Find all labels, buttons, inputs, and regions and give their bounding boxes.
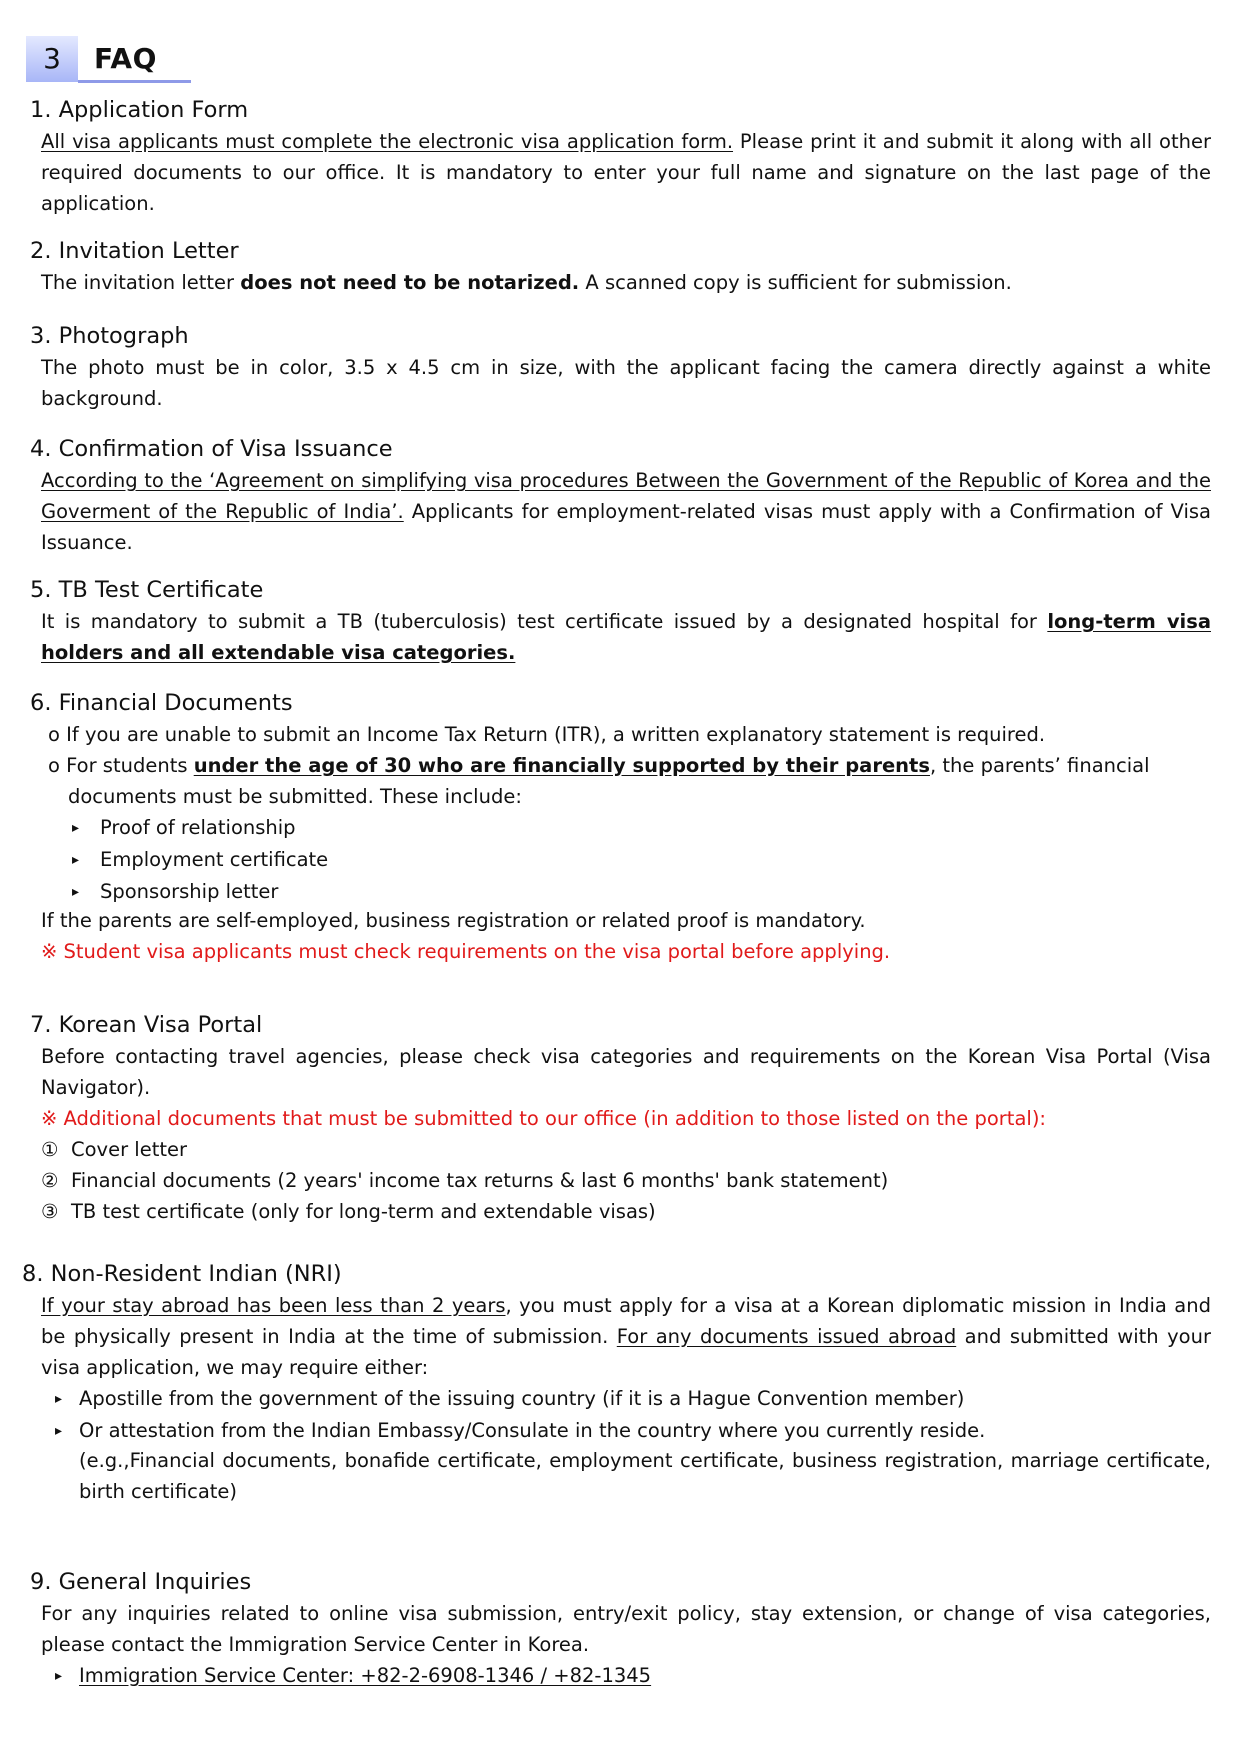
- body-text: o For students: [48, 754, 194, 777]
- faq-heading: 6. Financial Documents: [30, 690, 293, 716]
- list-item: ② Financial documents (2 years' income tax returns & last 6 months' bank statement): [41, 1165, 1211, 1196]
- triangle-bullet-icon: ▸: [55, 1423, 63, 1439]
- list-item: ③ TB test certificate (only for long-term and extendable visas): [41, 1196, 1211, 1227]
- faq-heading: 8. Non-Resident Indian (NRI): [22, 1261, 342, 1287]
- section-title: FAQ: [94, 42, 157, 75]
- body-text: , you must apply for a visa at a Korean diplomatic mission in India and be physically present in India at the time of submission.: [41, 1294, 1211, 1348]
- faq-heading: 1. Application Form: [30, 97, 249, 123]
- faq-answer: The photo must be in color, 3.5 x 4.5 cm in size, with the applicant facing the camera directly against a white background.: [41, 356, 1211, 410]
- circled-number: ②: [41, 1169, 59, 1192]
- faq-answer: [41, 465, 1211, 558]
- example-note: (e.g.,Financial documents, bonafide certificate, employment certificate, business registration, marriage certificate, birth certificate): [79, 1449, 1211, 1503]
- header-underline: [78, 80, 191, 83]
- faq-answer: For any inquiries related to online visa submission, entry/exit policy, stay extension, or change of visa categories, please contact the Immigration Service Center in Korea.: [41, 1602, 1211, 1656]
- list-item: ▸ Sponsorship letter: [48, 876, 1218, 908]
- list-item: ① Cover letter: [41, 1134, 1211, 1165]
- list-item: o If you are unable to submit an Income Tax Return (ITR), a written explanatory statement is required.: [48, 723, 1046, 746]
- triangle-bullet-icon: ▸: [55, 1668, 63, 1684]
- emphasis-text: does not need to be notarized.: [240, 271, 580, 294]
- triangle-bullet-icon: ▸: [72, 820, 80, 836]
- list-item: ▸ Employment certificate: [48, 844, 1218, 876]
- emphasis-text: If your stay abroad has been less than 2 years: [41, 1294, 506, 1317]
- faq-heading: 3. Photograph: [30, 323, 189, 349]
- circled-number: ①: [41, 1138, 59, 1161]
- faq-warning: ※ Additional documents that must be submitted to our office (in addition to those listed on the portal):: [41, 1107, 1046, 1130]
- emphasis-text: For any documents issued abroad: [616, 1325, 957, 1348]
- contact-text: Immigration Service Center: +82-2-6908-1346 / +82-1345: [79, 1664, 652, 1687]
- body-text: Applicants for employment-related visas must apply with a Confirmation of Visa Issuance.: [41, 500, 1211, 554]
- triangle-bullet-icon: ▸: [72, 884, 80, 900]
- faq-note: If the parents are self-employed, business registration or related proof is mandatory.: [41, 909, 866, 932]
- faq-answer: [41, 126, 1211, 219]
- body-text: A scanned copy is sufficient for submission.: [579, 271, 1012, 294]
- list-item: ▸ Proof of relationship: [48, 812, 1218, 844]
- list-item: ▸ Or attestation from the Indian Embassy/Consulate in the country where you currently reside.: [55, 1415, 1211, 1447]
- triangle-bullet-icon: ▸: [72, 852, 80, 868]
- emphasis-text: under the age of 30 who are financially supported by their parents: [193, 754, 930, 777]
- bullet-list: [55, 1383, 1211, 1447]
- triangle-bullet-icon: ▸: [55, 1391, 63, 1407]
- list-item: [48, 750, 1218, 781]
- emphasis-text: All visa applicants must complete the electronic visa application form.: [41, 130, 734, 153]
- faq-answer: [41, 1290, 1211, 1383]
- section-number: 3: [26, 36, 78, 82]
- faq-warning: ※ Student visa applicants must check requirements on the visa portal before applying.: [41, 940, 891, 963]
- faq-heading: 4. Confirmation of Visa Issuance: [30, 436, 393, 462]
- faq-heading: 5. TB Test Certificate: [30, 577, 264, 603]
- body-text: Please print it and submit it along with all other required documents to our office. It is mandatory to enter your full name and signature on the last page of the application.: [41, 130, 1211, 215]
- body-text: The invitation letter: [41, 271, 241, 294]
- faq-answer: [41, 606, 1211, 668]
- section-header: [26, 36, 166, 82]
- faq-heading: 7. Korean Visa Portal: [30, 1012, 263, 1038]
- list-item: ▸ Apostille from the government of the issuing country (if it is a Hague Convention member): [55, 1383, 1211, 1415]
- faq-answer: [48, 719, 1218, 908]
- contact-item: [55, 1660, 1225, 1692]
- emphasis-text: long-term visa holders and all extendable visa categories.: [41, 610, 1211, 664]
- faq-heading: 2. Invitation Letter: [30, 238, 239, 264]
- body-text: , the parents’ financial: [929, 754, 1150, 777]
- list-item-continuation: documents must be submitted. These include:: [68, 785, 522, 808]
- emphasis-text: According to the ‘Agreement on simplifying visa procedures Between the Government of the Republic of Korea and the Goverment of the Republic of India’.: [41, 469, 1211, 523]
- faq-answer: [41, 267, 1211, 298]
- body-text: It is mandatory to submit a TB (tuberculosis) test certificate issued by a designated hospital for: [41, 610, 1048, 633]
- faq-heading: 9. General Inquiries: [30, 1569, 252, 1595]
- faq-answer: Before contacting travel agencies, please check visa categories and requirements on the Korean Visa Portal (Visa Navigator).: [41, 1045, 1211, 1099]
- circled-number: ③: [41, 1200, 59, 1223]
- body-text: and submitted with your visa application, we may require either:: [41, 1325, 1211, 1379]
- numbered-list: [41, 1134, 1211, 1227]
